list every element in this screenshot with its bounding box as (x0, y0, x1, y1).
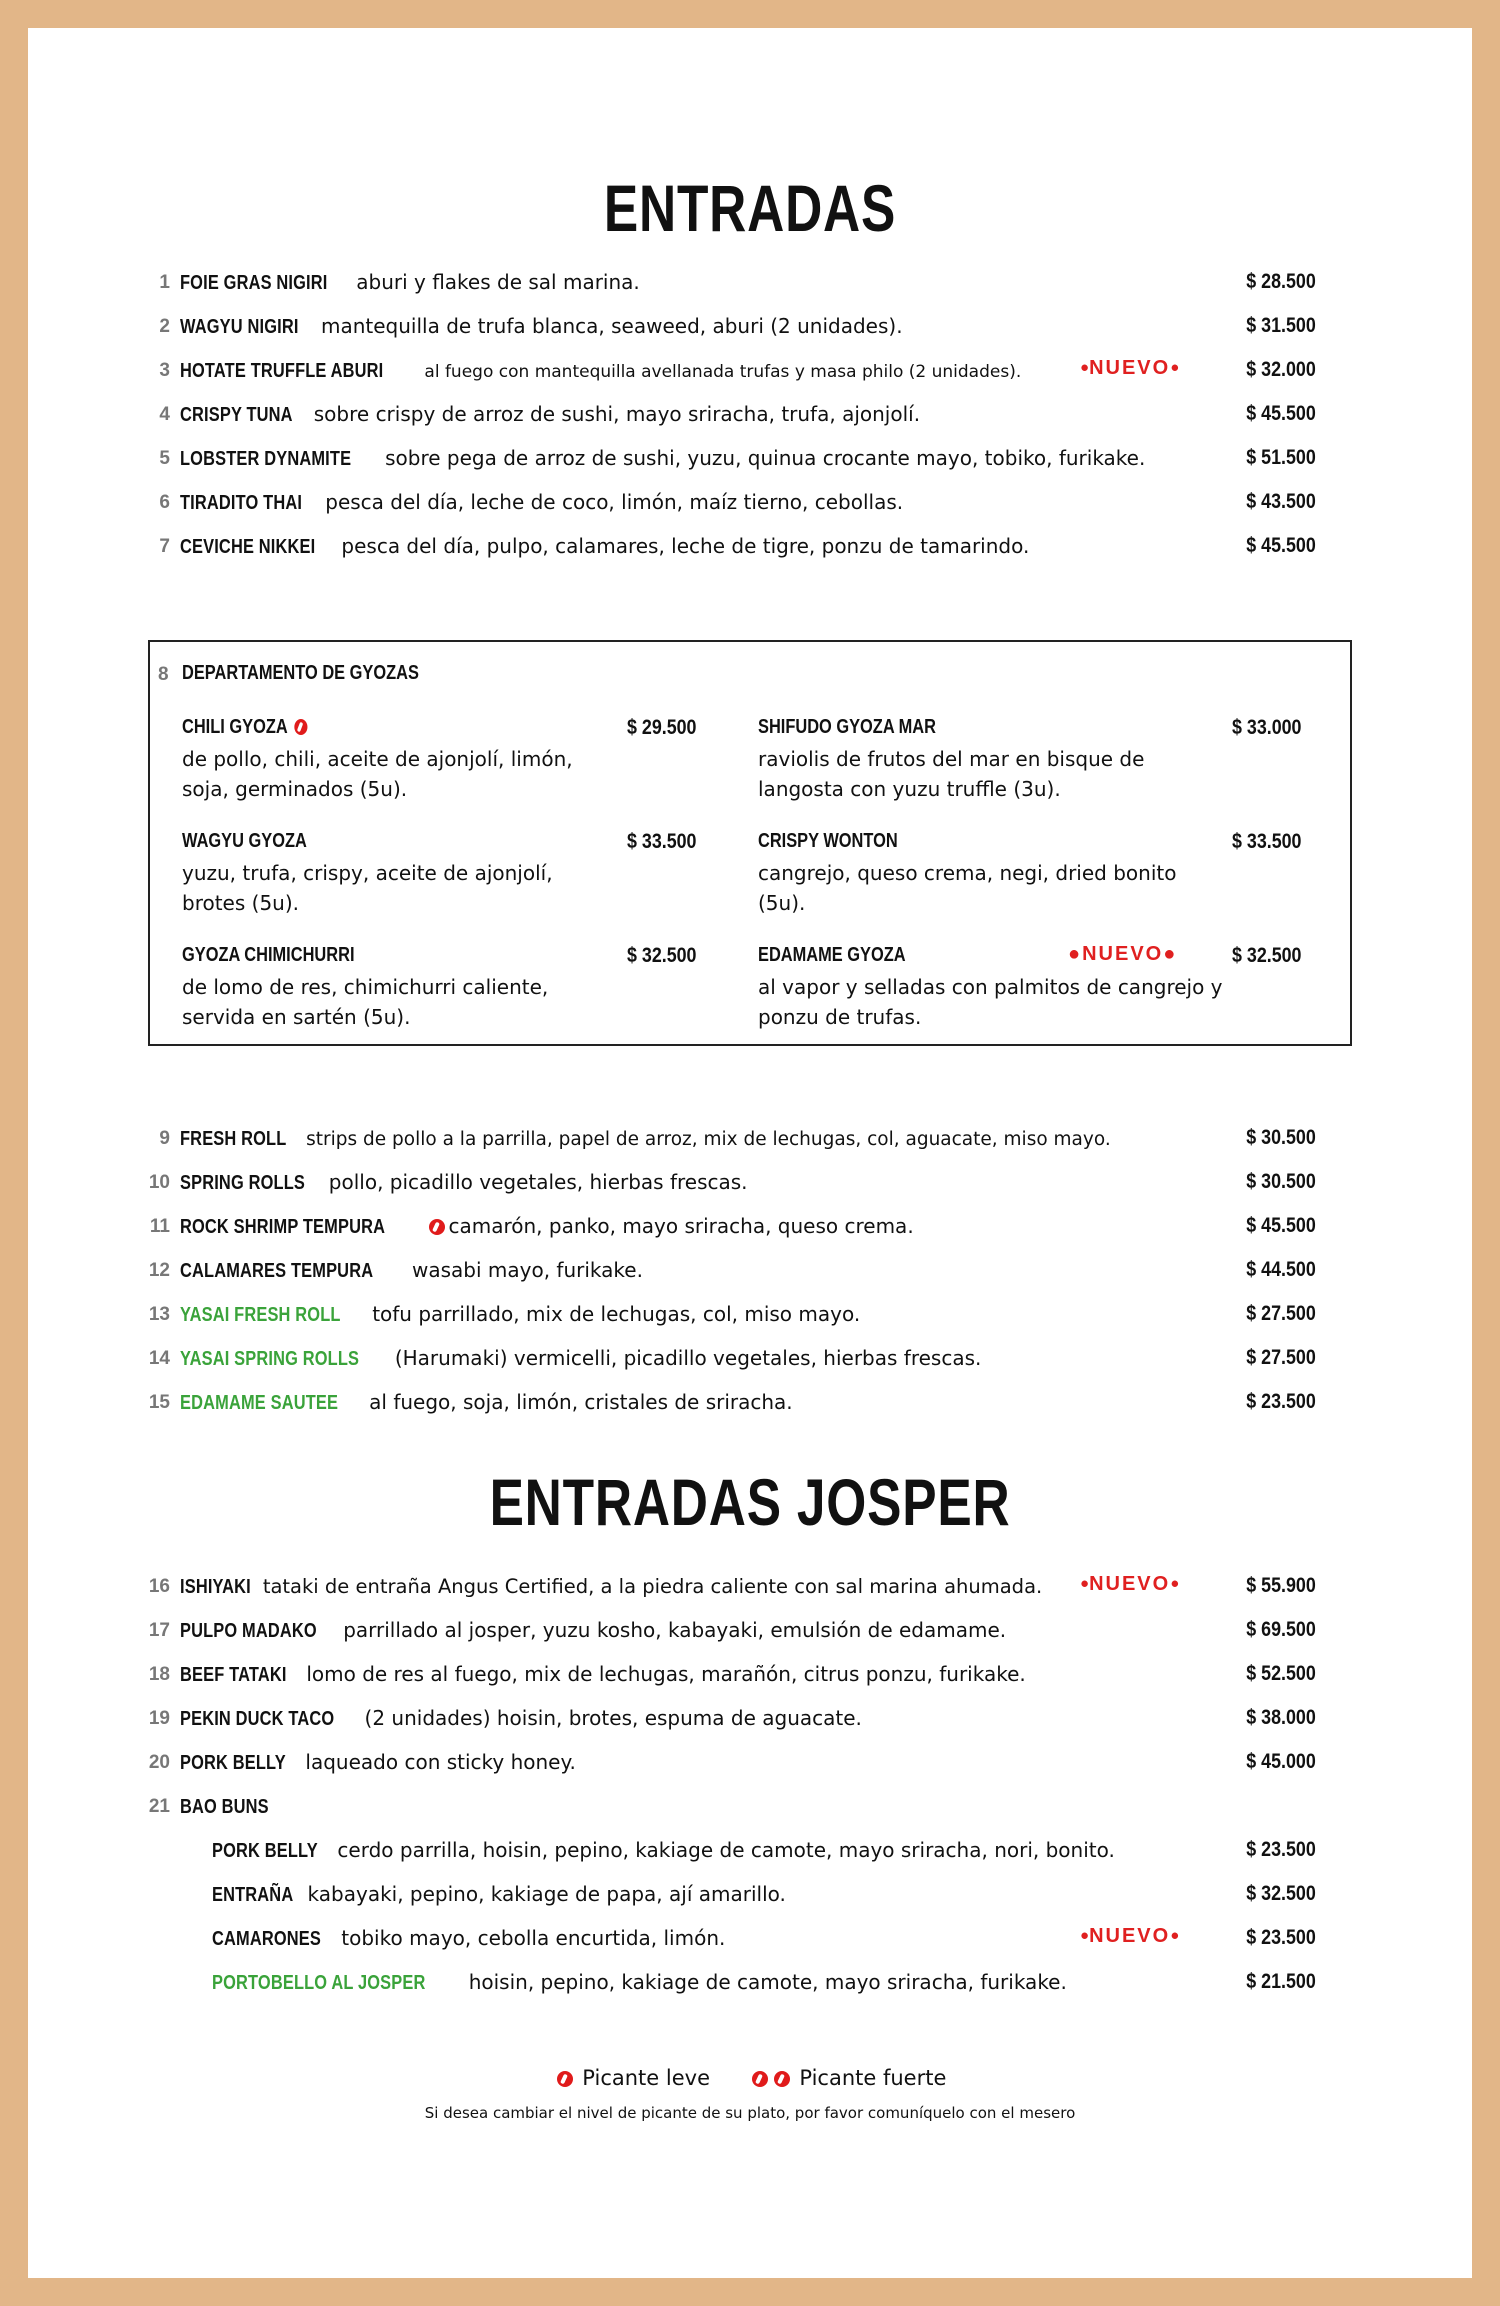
item-description: cangrejo, queso crema, negi, dried bonito (5u). (758, 861, 1177, 915)
item-description: tofu parrillado, mix de lechugas, col, miso mayo. (372, 1302, 861, 1326)
item-price: $ 51.500 (1246, 446, 1316, 469)
item-number: 10 (148, 1172, 170, 1193)
item-number: 17 (148, 1620, 170, 1641)
menu-item (0, 529, 1500, 565)
item-name: EDAMAME SAUTEE (180, 1392, 339, 1414)
item-number: 12 (148, 1260, 170, 1281)
item-price: $ 32.000 (1246, 358, 1316, 381)
item-description: kabayaki, pepino, kakiage de papa, ají amarillo. (307, 1882, 786, 1906)
item-price: $ 30.500 (1246, 1126, 1316, 1149)
item-number: 14 (148, 1348, 170, 1369)
item-number: 4 (159, 404, 170, 425)
item-name: CEVICHE NIKKEI (180, 536, 316, 558)
item-description: pesca del día, leche de coco, limón, maíz tierno, cebollas. (325, 490, 904, 514)
item-description: pesca del día, pulpo, calamares, leche de tigre, ponzu de tamarindo. (341, 534, 1030, 558)
item-price: $ 52.500 (1246, 1662, 1316, 1685)
item-name: PORTOBELLO AL JOSPER (212, 1972, 426, 1994)
item-price: $ 32.500 (1246, 1882, 1316, 1905)
menu-item (0, 1253, 1500, 1289)
bao-bun-item (0, 1921, 1500, 1957)
new-badge: ●NUEVO● (1080, 357, 1180, 379)
item-price: $ 33.000 (1232, 716, 1302, 739)
menu-item (0, 1613, 1500, 1649)
item-price: $ 23.500 (1246, 1926, 1316, 1949)
item-description: mantequilla de trufa blanca, seaweed, aburi (2 unidades). (321, 314, 903, 338)
menu-item (0, 1701, 1500, 1737)
item-price: $ 23.500 (1246, 1390, 1316, 1413)
item-price: $ 45.500 (1246, 534, 1316, 557)
item-price: $ 29.500 (627, 716, 697, 739)
menu-item (0, 309, 1500, 345)
menu-item (0, 1385, 1500, 1421)
item-name: BEEF TATAKI (180, 1664, 287, 1686)
item-name: CAMARONES (212, 1928, 321, 1950)
item-name: PULPO MADAKO (180, 1620, 317, 1642)
item-number: 15 (148, 1392, 170, 1413)
new-badge: ●NUEVO● (1080, 1573, 1180, 1595)
item-price: $ 32.500 (1232, 944, 1302, 967)
item-number: 8 (158, 664, 169, 685)
item-number: 11 (149, 1216, 170, 1237)
item-number: 9 (159, 1128, 170, 1149)
item-name: EDAMAME GYOZA (758, 944, 906, 966)
menu-item (0, 1745, 1500, 1781)
item-name: YASAI SPRING ROLLS (180, 1348, 360, 1370)
item-price: $ 69.500 (1246, 1618, 1316, 1641)
item-price: $ 45.500 (1246, 402, 1316, 425)
menu-item (0, 1569, 1500, 1605)
item-name: PORK BELLY (212, 1840, 318, 1862)
menu-item (0, 1341, 1500, 1377)
item-price: $ 44.500 (1246, 1258, 1316, 1281)
item-name: FOIE GRAS NIGIRI (180, 272, 328, 294)
menu-item (0, 1657, 1500, 1693)
item-number: 18 (148, 1664, 170, 1685)
bao-bun-item (0, 1965, 1500, 2001)
item-price: $ 45.000 (1246, 1750, 1316, 1773)
item-description: de lomo de res, chimichurri caliente, servida en sartén (5u). (182, 975, 549, 1029)
item-description: aburi y flakes de sal marina. (356, 270, 640, 294)
item-name: GYOZA CHIMICHURRI (182, 944, 355, 966)
item-description: sobre crispy de arroz de sushi, mayo sriracha, trufa, ajonjolí. (313, 402, 921, 426)
spice-legend (0, 2066, 1500, 2090)
item-price: $ 43.500 (1246, 490, 1316, 513)
item-description: al vapor y selladas con palmitos de cangrejo y ponzu de trufas. (758, 975, 1223, 1029)
bao-bun-item (0, 1833, 1500, 1869)
item-name: SHIFUDO GYOZA MAR (758, 716, 936, 738)
item-description: lomo de res al fuego, mix de lechugas, marañón, citrus ponzu, furikake. (306, 1662, 1026, 1686)
item-price: $ 27.500 (1246, 1346, 1316, 1369)
menu-item (0, 485, 1500, 521)
item-description: wasabi mayo, furikake. (411, 1258, 643, 1282)
legend-mild: Picante leve (554, 2066, 710, 2090)
item-description: de pollo, chili, aceite de ajonjolí, limón, soja, germinados (5u). (182, 747, 573, 801)
item-number: 16 (148, 1576, 170, 1597)
item-price: $ 38.000 (1246, 1706, 1316, 1729)
item-name: SPRING ROLLS (180, 1172, 305, 1194)
item-description: strips de pollo a la parrilla, papel de arroz, mix de lechugas, col, aguacate, miso mayo. (306, 1129, 1111, 1150)
item-name: ISHIYAKI (180, 1576, 251, 1598)
item-name: PEKIN DUCK TACO (180, 1708, 335, 1730)
menu-item (0, 1209, 1500, 1245)
item-name: CRISPY WONTON (758, 830, 898, 852)
item-description: hoisin, pepino, kakiage de camote, mayo sriracha, furikake. (468, 1970, 1067, 1994)
item-description: al fuego, soja, limón, cristales de sriracha. (369, 1390, 793, 1414)
chili-icon (774, 2071, 790, 2087)
new-badge: ●NUEVO● (1068, 943, 1178, 965)
item-description: camarón, panko, mayo sriracha, queso crema. (448, 1214, 914, 1238)
item-description: cerdo parrilla, hoisin, pepino, kakiage de camote, mayo sriracha, nori, bonito. (337, 1838, 1115, 1862)
menu-item (0, 441, 1500, 477)
new-badge: ●NUEVO● (1080, 1925, 1180, 1947)
item-description: al fuego con mantequilla avellanada trufas y masa philo (2 unidades). (424, 362, 1022, 382)
chili-icon (752, 2071, 768, 2087)
chili-icon (294, 719, 307, 735)
item-name: ROCK SHRIMP TEMPURA (180, 1216, 386, 1238)
item-number: 19 (148, 1708, 170, 1729)
item-name: YASAI FRESH ROLL (180, 1304, 341, 1326)
item-price: $ 33.500 (1232, 830, 1302, 853)
item-name: CHILI GYOZA (182, 716, 310, 739)
gyoza-section-title: DEPARTAMENTO DE GYOZAS (182, 662, 419, 684)
item-description: (2 unidades) hoisin, brotes, espuma de aguacate. (364, 1706, 862, 1730)
item-name: WAGYU NIGIRI (180, 316, 299, 338)
item-number: 3 (159, 360, 170, 381)
item-price: $ 28.500 (1246, 270, 1316, 293)
item-description: parrillado al josper, yuzu kosho, kabayaki, emulsión de edamame. (343, 1618, 1007, 1642)
item-name: FRESH ROLL (180, 1128, 287, 1150)
item-number: 2 (159, 316, 170, 337)
menu-item (0, 1121, 1500, 1157)
item-number: 20 (148, 1752, 170, 1773)
item-number: 5 (159, 448, 170, 469)
item-description: tobiko mayo, cebolla encurtida, limón. (341, 1926, 726, 1950)
menu-item (0, 1297, 1500, 1333)
item-number: 6 (159, 492, 170, 513)
item-number: 7 (159, 536, 170, 557)
item-description: (Harumaki) vermicelli, picadillo vegetales, hierbas frescas. (394, 1346, 982, 1370)
item-name: HOTATE TRUFFLE ABURI (180, 360, 384, 382)
section-title-entradas: ENTRADAS (603, 171, 897, 245)
item-price: $ 32.500 (627, 944, 697, 967)
item-name: CALAMARES TEMPURA (180, 1260, 374, 1282)
item-price: $ 33.500 (627, 830, 697, 853)
item-description: yuzu, trufa, crispy, aceite de ajonjolí, brotes (5u). (182, 861, 553, 915)
item-name: ENTRAÑA (212, 1884, 294, 1906)
menu-item (0, 1165, 1500, 1201)
spice-note: Si desea cambiar el nivel de picante de su plato, por favor comuníquelo con el mesero (424, 2104, 1076, 2122)
item-name: CRISPY TUNA (180, 404, 293, 426)
item-name: PORK BELLY (180, 1752, 286, 1774)
item-price: $ 55.900 (1246, 1574, 1316, 1597)
menu-item (0, 353, 1500, 389)
item-name: LOBSTER DYNAMITE (180, 448, 352, 470)
menu-item (0, 265, 1500, 301)
item-price: $ 21.500 (1246, 1970, 1316, 1993)
chili-icon (429, 1219, 445, 1235)
item-name: TIRADITO THAI (180, 492, 303, 514)
item-description: laqueado con sticky honey. (305, 1750, 576, 1774)
chili-icon (557, 2071, 573, 2087)
gyoza-department-box (148, 640, 1352, 1046)
section-title-josper: ENTRADAS JOSPER (489, 1465, 1011, 1539)
item-description: tataki de entraña Angus Certified, a la piedra caliente con sal marina ahumada. (262, 1575, 1043, 1598)
item-description: raviolis de frutos del mar en bisque de langosta con yuzu truffle (3u). (758, 747, 1145, 801)
item-description: pollo, picadillo vegetales, hierbas frescas. (328, 1170, 748, 1194)
item-price: $ 27.500 (1246, 1302, 1316, 1325)
item-price: $ 45.500 (1246, 1214, 1316, 1237)
item-number: 13 (148, 1304, 170, 1325)
item-name: BAO BUNS (180, 1796, 269, 1818)
item-description: sobre pega de arroz de sushi, yuzu, quinua crocante mayo, tobiko, furikake. (385, 446, 1146, 470)
item-price: $ 30.500 (1246, 1170, 1316, 1193)
legend-hot: Picante fuerte (749, 2066, 947, 2090)
menu-item (0, 397, 1500, 433)
item-number: 21 (148, 1796, 170, 1817)
item-name: WAGYU GYOZA (182, 830, 307, 852)
item-price: $ 31.500 (1246, 314, 1316, 337)
item-price: $ 23.500 (1246, 1838, 1316, 1861)
menu-item (0, 1789, 1500, 1825)
item-number: 1 (159, 272, 170, 293)
bao-bun-item (0, 1877, 1500, 1913)
